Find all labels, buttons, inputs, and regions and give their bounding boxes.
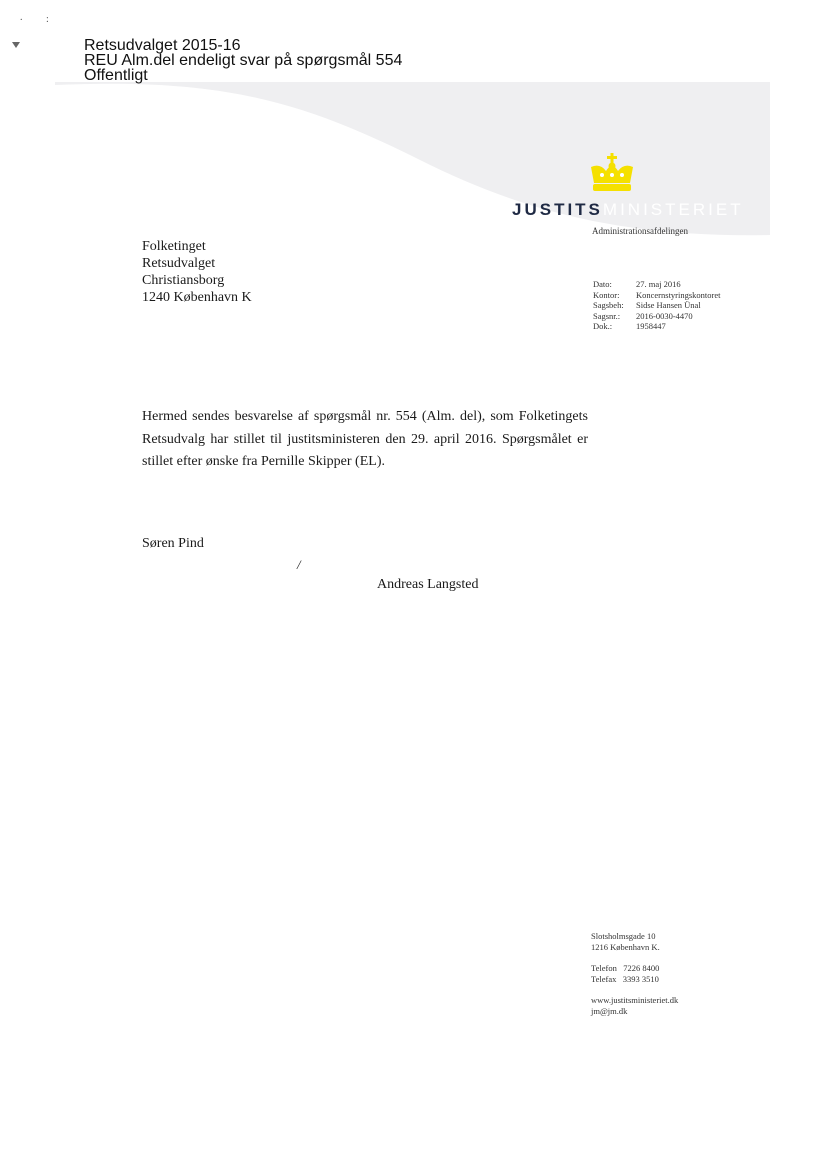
contact-info [591, 931, 678, 1017]
logo-part-1: JUSTITS [512, 200, 603, 219]
meta-row-document: Dok.: 1958447 [593, 321, 666, 331]
stamp-line-3: Offentligt [84, 67, 148, 84]
recipient-line-2: Retsudvalget [142, 256, 216, 271]
meta-row-case-number: Sagsnr.: 2016-0030-4470 [593, 310, 693, 321]
stamp-line-1: Retsudvalget 2015-16 [84, 37, 241, 54]
contact-website-link[interactable]: www.justitsministeriet.dk [591, 995, 679, 1005]
recipient-line-1: Folketinget [142, 239, 206, 254]
header-swoosh [0, 60, 828, 260]
crown-icon [588, 153, 636, 195]
scan-bullet-icon [12, 42, 20, 48]
scan-mark-2: : [46, 14, 49, 25]
minister-signature: Søren Pind [142, 536, 204, 551]
recipient-line-4: 1240 København K [142, 290, 252, 305]
meta-row-date: Dato: 27. maj 2016 [593, 279, 681, 289]
contact-phone: Telefon 7226 8400 [591, 963, 660, 973]
department-name: Administrationsafdelingen [592, 226, 688, 236]
logo-part-2: MINISTERIET [602, 200, 744, 219]
recipient-line-3: Christiansborg [142, 273, 225, 288]
contact-email-link[interactable]: jm@jm.dk [591, 1006, 628, 1016]
contact-fax: Telefax 3393 3510 [591, 974, 659, 984]
meta-row-handler: Sagsbeh: Sidse Hansen Ünal [593, 300, 701, 310]
meta-row-office: Kontor: Koncernstyringskontoret [593, 289, 721, 300]
case-metadata [593, 279, 721, 332]
stamp-line-2: REU Alm.del endeligt svar på spørgsmål 554 [84, 52, 403, 69]
contact-city: 1216 København K. [591, 942, 660, 952]
signature-slash: / [297, 557, 301, 572]
letter-body: Hermed sendes besvarelse af spørgsmål nr. 554 (Alm. del), som Folketingets Retsudvalg har stillet til justitsministeren den 29. april 2016. Spørgsmålet er stillet efter ønske fra Pernille Skipper (EL). [142, 409, 588, 469]
contact-street: Slotsholmsgade 10 [591, 931, 656, 941]
scan-mark-1: . [20, 12, 23, 23]
recipient-address [142, 238, 252, 306]
official-signature: Andreas Langsted [377, 577, 479, 592]
ministry-logo [512, 200, 744, 220]
